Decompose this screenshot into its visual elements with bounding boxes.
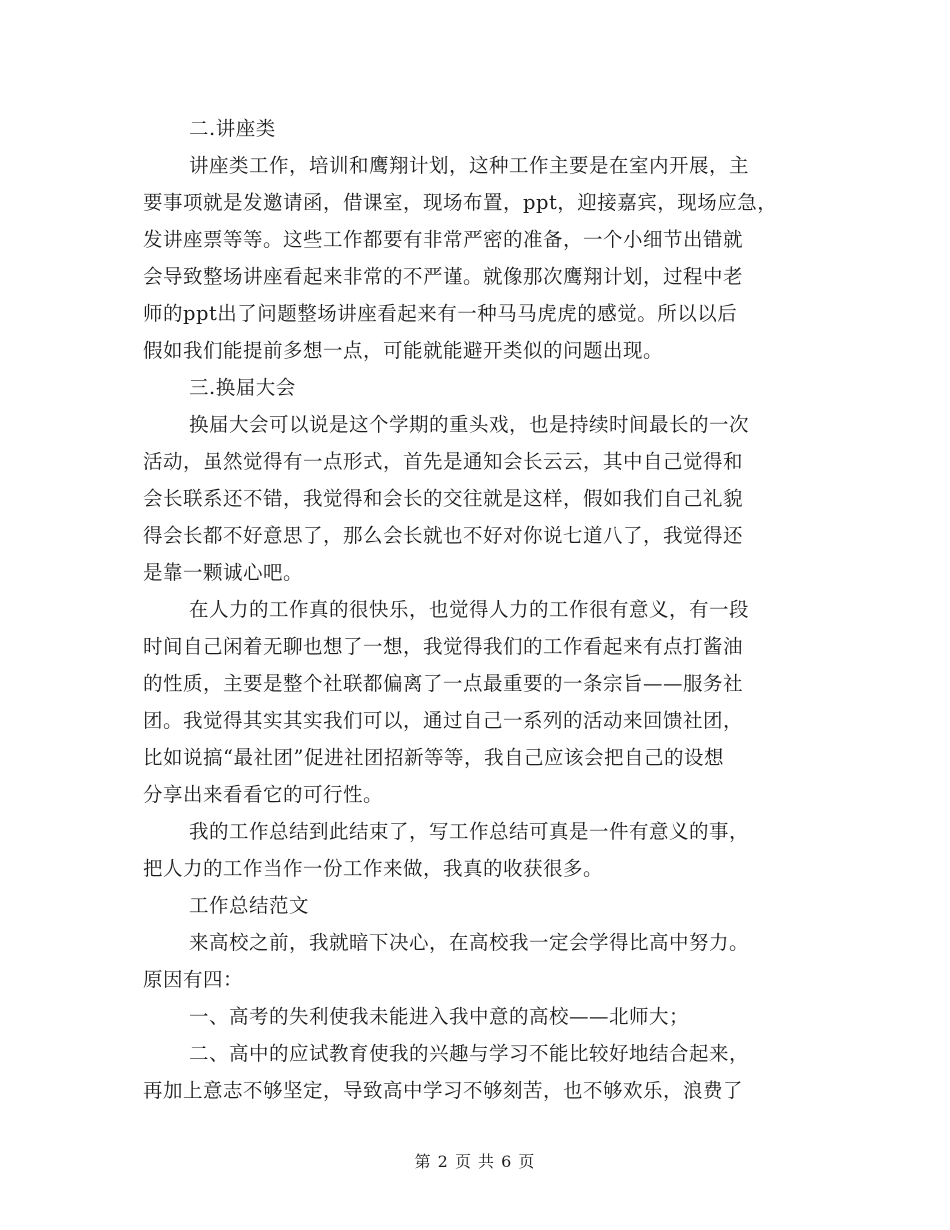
- text-line: 我的工作总结到此结束了，写工作总结可真是一件有意义的事，: [189, 820, 750, 843]
- text-line: 时间自己闲着无聊也想了一想，我觉得我们的工作看起来有点打酱油: [143, 635, 744, 658]
- page-footer: 第 2 页 共 6 页: [414, 1152, 536, 1171]
- text-line: 要事项就是发邀请函，借课室，现场布置，ppt，迎接嘉宾，现场应急，: [143, 191, 778, 214]
- text-line: 会长联系还不错，我觉得和会长的交往就是这样，假如我们自己礼貌: [143, 487, 744, 510]
- document-body: [143, 110, 823, 1109]
- text-line: 是靠一颗诚心吧。: [143, 561, 304, 584]
- text-line: 工作总结范文: [189, 894, 310, 917]
- text-line: 把人力的工作当作一份工作来做，我真的收获很多。: [143, 857, 604, 880]
- text-line: 发讲座票等等。这些工作都要有非常严密的准备，一个小细节出错就: [143, 228, 744, 251]
- text-line: 活动，虽然觉得有一点形式，首先是通知会长云云，其中自己觉得和: [143, 450, 744, 473]
- text-line: 得会长都不好意思了，那么会长就也不好对你说七道八了，我觉得还: [143, 524, 744, 547]
- text-line: 二、高中的应试教育使我的兴趣与学习不能比较好地结合起来，: [189, 1042, 750, 1065]
- text-line: 分享出来看看它的可行性。: [143, 783, 384, 806]
- text-line: 师的ppt出了问题整场讲座看起来有一种马马虎虎的感觉。所以以后: [143, 302, 738, 325]
- text-line: 二.讲座类: [189, 117, 276, 140]
- text-line: 会导致整场讲座看起来非常的不严谨。就像那次鹰翔计划，过程中老: [143, 265, 744, 288]
- text-line: 三.换届大会: [189, 376, 296, 399]
- text-line: 的性质，主要是整个社联都偏离了一点最重要的一条宗旨——服务社: [143, 672, 744, 695]
- text-line: 一、高考的失利使我未能进入我中意的高校——北师大；: [189, 1005, 690, 1028]
- text-line: 换届大会可以说是这个学期的重头戏，也是持续时间最长的一次: [189, 413, 750, 436]
- text-line: 讲座类工作，培训和鹰翔计划，这种工作主要是在室内开展，主: [189, 154, 750, 177]
- text-line: 原因有四：: [143, 968, 244, 991]
- text-line: 比如说搞“最社团”促进社团招新等等，我自己应该会把自己的设想: [143, 746, 724, 769]
- text-line: 再加上意志不够坚定，导致高中学习不够刻苦，也不够欢乐，浪费了: [143, 1079, 744, 1102]
- text-line: 假如我们能提前多想一点，可能就能避开类似的问题出现。: [143, 339, 664, 362]
- text-line: 团。我觉得其实其实我们可以，通过自己一系列的活动来回馈社团，: [143, 709, 744, 732]
- text-line: 来高校之前，我就暗下决心，在高校我一定会学得比高中努力。: [189, 931, 750, 954]
- text-line: 在人力的工作真的很快乐，也觉得人力的工作很有意义，有一段: [189, 598, 750, 621]
